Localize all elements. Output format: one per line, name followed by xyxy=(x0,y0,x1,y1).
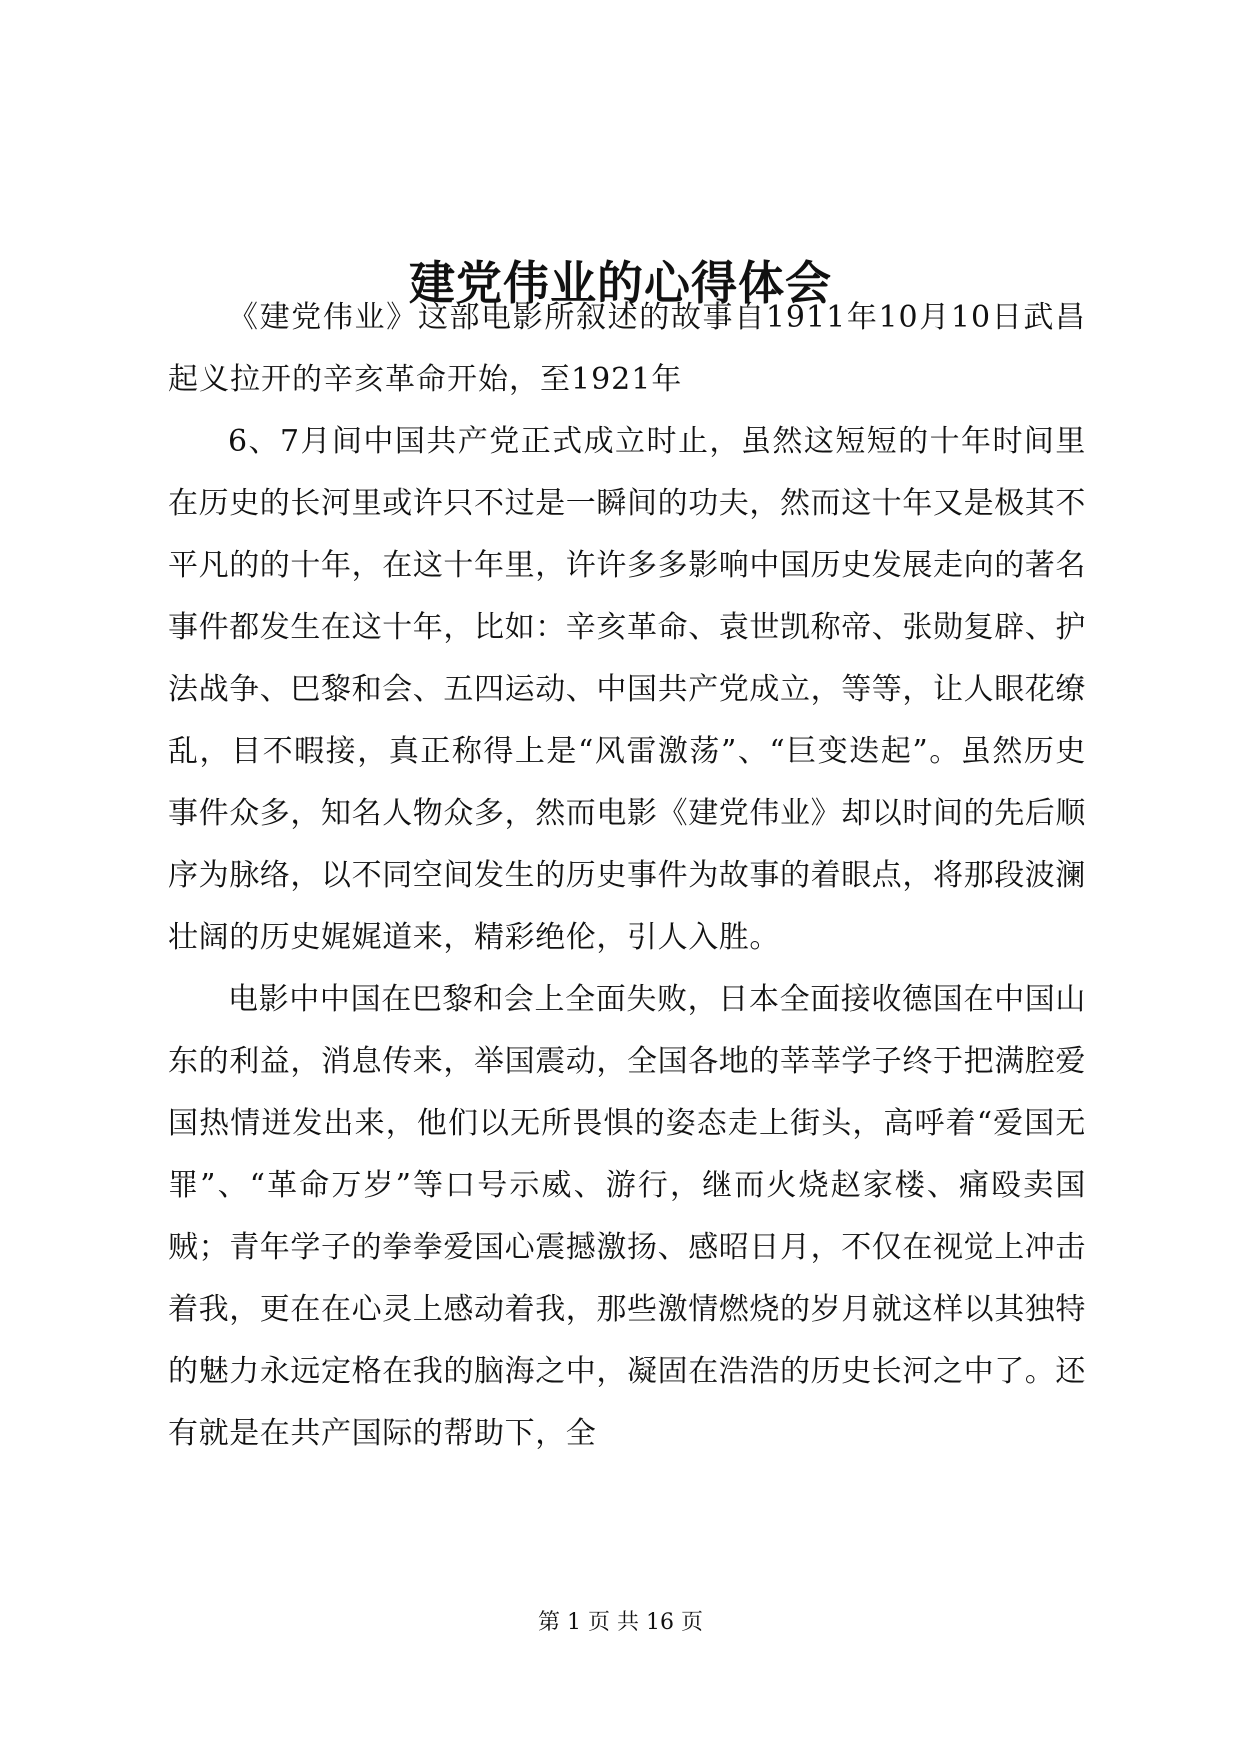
paragraph-2: 6、7月间中国共产党正式成立时止，虽然这短短的十年时间里在历史的长河里或许只不过是一瞬间的功夫，然而这十年又是极其不平凡的的十年，在这十年里，许许多多影响中国历史发展走向的著名事件都发生在这十年，比如：辛亥革命、袁世凯称帝、张勋复辟、护法战争、巴黎和会、五四运动、中国共产党成立，等等，让人眼花缭乱，目不暇接，真正称得上是“风雷激荡”、“巨变迭起”。虽然历史事件众多，知名人物众多，然而电影《建党伟业》却以时间的先后顺序为脉络，以不同空间发生的历史事件为故事的着眼点，将那段波澜壮阔的历史娓娓道来，精彩绝伦，引人入胜。 xyxy=(168,424,1086,955)
document-body xyxy=(168,287,1086,1465)
document-title: 建党伟业的心得体会 xyxy=(409,255,832,310)
page-footer: 第 1 页 共 16 页 xyxy=(538,1610,703,1635)
paragraph-1: 《建党伟业》这部电影所叙述的故事自1911年10月10日武昌起义拉开的辛亥革命开始，至1921年 xyxy=(168,300,1086,397)
paragraph-3: 电影中中国在巴黎和会上全面失败，日本全面接收德国在中国山东的利益，消息传来，举国震动，全国各地的莘莘学子终于把满腔爱国热情迸发出来，他们以无所畏惧的姿态走上街头，高呼着“爱国无罪”、“革命万岁”等口号示威、游行，继而火烧赵家楼、痛殴卖国贼；青年学子的拳拳爱国心震撼激扬、感昭日月，不仅在视觉上冲击着我，更在在心灵上感动着我，那些激情燃烧的岁月就这样以其独特的魅力永远定格在我的脑海之中，凝固在浩浩的历史长河之中了。还有就是在共产国际的帮助下，全 xyxy=(168,982,1086,1451)
